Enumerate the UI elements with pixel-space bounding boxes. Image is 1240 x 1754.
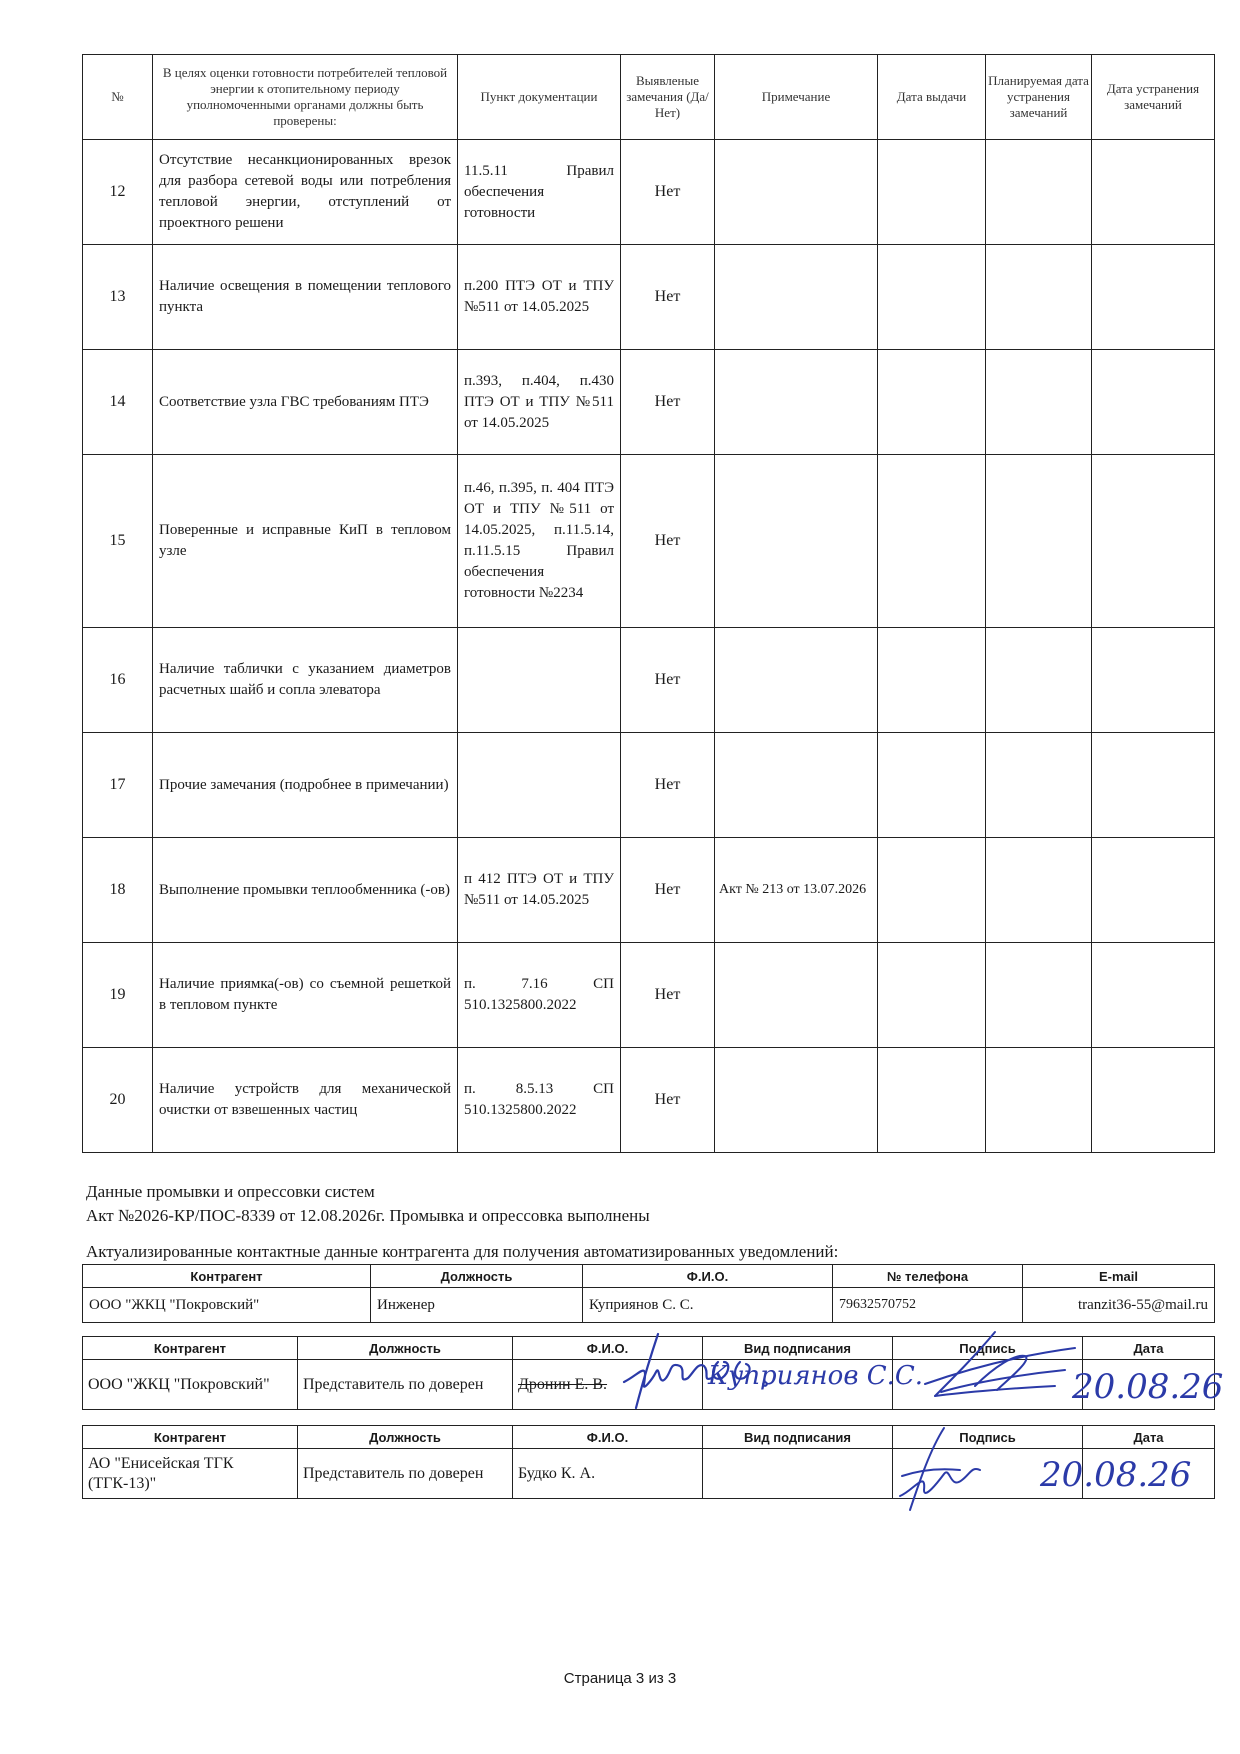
row-planned-date bbox=[986, 628, 1092, 733]
row-fixed-date bbox=[1092, 838, 1215, 943]
table-row bbox=[83, 245, 1215, 350]
header-counterparty: Контрагент bbox=[83, 1426, 298, 1449]
row-doc-item: п.46, п.395, п. 404 ПТЭ ОТ и ТПУ №511 от 14.05.2025, п.11.5.14, п.11.5.15 Правил обеспечения готовности №2234 bbox=[458, 455, 621, 628]
signature-header-row bbox=[83, 1426, 1215, 1449]
row-found: Нет bbox=[621, 245, 715, 350]
row-number: 13 bbox=[83, 245, 153, 350]
row-fixed-date bbox=[1092, 733, 1215, 838]
table-row bbox=[83, 350, 1215, 455]
signature-table-1 bbox=[82, 1336, 1215, 1410]
header-counterparty: Контрагент bbox=[83, 1265, 371, 1288]
row-doc-item: п.393, п.404, п.430 ПТЭ ОТ и ТПУ №511 от 14.05.2025 bbox=[458, 350, 621, 455]
flush-data-title: Данные промывки и опрессовки систем bbox=[86, 1182, 375, 1201]
row-fixed-date bbox=[1092, 455, 1215, 628]
signer-sign-type bbox=[703, 1449, 893, 1499]
row-doc-item bbox=[458, 628, 621, 733]
header-date: Дата bbox=[1083, 1426, 1215, 1449]
row-note bbox=[715, 140, 878, 245]
row-planned-date bbox=[986, 245, 1092, 350]
row-description: Поверенные и исправные КиП в тепловом узле bbox=[153, 455, 458, 628]
row-issue-date bbox=[878, 455, 986, 628]
header-email: E-mail bbox=[1023, 1265, 1215, 1288]
flush-act-text: Акт №2026-КР/ПОС-8339 от 12.08.2026г. Промывка и опрессовка выполнены bbox=[86, 1206, 650, 1225]
row-planned-date bbox=[986, 1048, 1092, 1153]
row-number: 20 bbox=[83, 1048, 153, 1153]
row-note: Акт № 213 от 13.07.2026 bbox=[715, 838, 878, 943]
row-found: Нет bbox=[621, 1048, 715, 1153]
row-fixed-date bbox=[1092, 1048, 1215, 1153]
page-number: Страница 3 из 3 bbox=[563, 1670, 677, 1687]
header-date: Дата bbox=[1083, 1337, 1215, 1360]
row-doc-item: 11.5.11 Правил обеспечения готовности bbox=[458, 140, 621, 245]
row-doc-item: п.200 ПТЭ ОТ и ТПУ №511 от 14.05.2025 bbox=[458, 245, 621, 350]
contacts-table bbox=[82, 1264, 1215, 1323]
table-row bbox=[83, 140, 1215, 245]
table-row bbox=[83, 1048, 1215, 1153]
signer-date bbox=[1083, 1360, 1215, 1410]
row-note bbox=[715, 1048, 878, 1153]
row-description: Наличие приямка(-ов) со съемной решеткой в тепловом пункте bbox=[153, 943, 458, 1048]
header-position: Должность bbox=[298, 1337, 513, 1360]
row-issue-date bbox=[878, 140, 986, 245]
row-issue-date bbox=[878, 628, 986, 733]
row-issue-date bbox=[878, 733, 986, 838]
handwritten-date-2-text: 20.08.26 bbox=[1040, 1455, 1192, 1495]
header-num: № bbox=[83, 55, 153, 140]
row-planned-date bbox=[986, 943, 1092, 1048]
row-found: Нет bbox=[621, 350, 715, 455]
row-issue-date bbox=[878, 838, 986, 943]
signature-table-2 bbox=[82, 1425, 1215, 1499]
row-description: Наличие устройств для механической очистки от взвешенных частиц bbox=[153, 1048, 458, 1153]
signer-name bbox=[513, 1360, 703, 1410]
row-doc-item bbox=[458, 733, 621, 838]
header-note: Примечание bbox=[715, 55, 878, 140]
row-fixed-date bbox=[1092, 140, 1215, 245]
signature-row bbox=[83, 1449, 1215, 1499]
row-doc-item: п. 8.5.13 СП 510.1325800.2022 bbox=[458, 1048, 621, 1153]
row-planned-date bbox=[986, 733, 1092, 838]
contact-email: tranzit36-55@mail.ru bbox=[1023, 1288, 1215, 1323]
row-description: Соответствие узла ГВС требованиям ПТЭ bbox=[153, 350, 458, 455]
contact-position: Инженер bbox=[371, 1288, 583, 1323]
row-note bbox=[715, 455, 878, 628]
contact-name: Куприянов С. С. bbox=[583, 1288, 833, 1323]
row-planned-date bbox=[986, 455, 1092, 628]
header-sign-type: Вид подписания bbox=[703, 1337, 893, 1360]
header-fixed-date: Дата устранения замечаний bbox=[1092, 55, 1215, 140]
row-number: 19 bbox=[83, 943, 153, 1048]
signer-signature bbox=[893, 1449, 1083, 1499]
header-issue-date: Дата выдачи bbox=[878, 55, 986, 140]
header-full-name: Ф.И.О. bbox=[583, 1265, 833, 1288]
row-fixed-date bbox=[1092, 628, 1215, 733]
row-issue-date bbox=[878, 943, 986, 1048]
row-note bbox=[715, 245, 878, 350]
row-note bbox=[715, 628, 878, 733]
header-planned-date: Планируемая дата устранения замечаний bbox=[986, 55, 1092, 140]
row-planned-date bbox=[986, 838, 1092, 943]
header-found-issues: Выявленые замечания (Да/Нет) bbox=[621, 55, 715, 140]
signer-position: Представитель по доверен bbox=[298, 1360, 513, 1410]
row-number: 18 bbox=[83, 838, 153, 943]
row-description: Наличие таблички с указанием диаметров расчетных шайб и сопла элеватора bbox=[153, 628, 458, 733]
header-full-name: Ф.И.О. bbox=[513, 1426, 703, 1449]
table-row bbox=[83, 628, 1215, 733]
handwritten-date-1-text: 20.08.26 bbox=[1072, 1367, 1224, 1407]
header-sign-type: Вид подписания bbox=[703, 1426, 893, 1449]
header-counterparty: Контрагент bbox=[83, 1337, 298, 1360]
signer-org: АО "Енисейская ТГК (ТГК-13)" bbox=[83, 1449, 298, 1499]
signer-date bbox=[1083, 1449, 1215, 1499]
row-number: 12 bbox=[83, 140, 153, 245]
row-planned-date bbox=[986, 140, 1092, 245]
header-signature: Подпись bbox=[893, 1426, 1083, 1449]
header-full-name: Ф.И.О. bbox=[513, 1337, 703, 1360]
contact-phone: 79632570752 bbox=[833, 1288, 1023, 1323]
row-note bbox=[715, 733, 878, 838]
row-found: Нет bbox=[621, 140, 715, 245]
signer-position: Представитель по доверен bbox=[298, 1449, 513, 1499]
table-row bbox=[83, 838, 1215, 943]
signer-org: ООО "ЖКЦ "Покровский" bbox=[83, 1360, 298, 1410]
inspection-table bbox=[82, 54, 1215, 1153]
handwritten-name-text: Куприянов С.С. bbox=[708, 1361, 924, 1391]
header-doc-item: Пункт документации bbox=[458, 55, 621, 140]
row-found: Нет bbox=[621, 733, 715, 838]
row-description: Выполнение промывки теплообменника (-ов) bbox=[153, 838, 458, 943]
row-number: 15 bbox=[83, 455, 153, 628]
table-row bbox=[83, 455, 1215, 628]
row-issue-date bbox=[878, 245, 986, 350]
row-number: 16 bbox=[83, 628, 153, 733]
header-position: Должность bbox=[371, 1265, 583, 1288]
row-doc-item: п. 7.16 СП 510.1325800.2022 bbox=[458, 943, 621, 1048]
signer-sign-type bbox=[703, 1360, 893, 1410]
contacts-row bbox=[83, 1288, 1215, 1323]
row-planned-date bbox=[986, 350, 1092, 455]
row-found: Нет bbox=[621, 455, 715, 628]
header-position: Должность bbox=[298, 1426, 513, 1449]
contacts-title: Актуализированные контактные данные контрагента для получения автоматизированных уведомлений: bbox=[86, 1242, 839, 1261]
header-signature: Подпись bbox=[893, 1337, 1083, 1360]
table-row bbox=[83, 733, 1215, 838]
row-found: Нет bbox=[621, 628, 715, 733]
row-note bbox=[715, 350, 878, 455]
contacts-header-row bbox=[83, 1265, 1215, 1288]
row-found: Нет bbox=[621, 838, 715, 943]
signature-header-row bbox=[83, 1337, 1215, 1360]
contact-org: ООО "ЖКЦ "Покровский" bbox=[83, 1288, 371, 1323]
table-row bbox=[83, 943, 1215, 1048]
row-description: Наличие освещения в помещении теплового пункта bbox=[153, 245, 458, 350]
row-issue-date bbox=[878, 350, 986, 455]
row-doc-item: п 412 ПТЭ ОТ и ТПУ №511 от 14.05.2025 bbox=[458, 838, 621, 943]
row-description: Отсутствие несанкционированных врезок для разбора сетевой воды или потребления тепловой энергии, отступлений от проектного решени bbox=[153, 140, 458, 245]
table-header-row bbox=[83, 55, 1215, 140]
row-fixed-date bbox=[1092, 245, 1215, 350]
row-description: Прочие замечания (подробнее в примечании) bbox=[153, 733, 458, 838]
signer-name: Будко К. А. bbox=[513, 1449, 703, 1499]
row-fixed-date bbox=[1092, 943, 1215, 1048]
row-found: Нет bbox=[621, 943, 715, 1048]
row-number: 17 bbox=[83, 733, 153, 838]
signature-row bbox=[83, 1360, 1215, 1410]
row-fixed-date bbox=[1092, 350, 1215, 455]
header-description: В целях оценки готовности потребителей тепловой энергии к отопительному периоду уполномоченными органами должны быть проверены: bbox=[153, 55, 458, 140]
row-note bbox=[715, 943, 878, 1048]
signer-signature bbox=[893, 1360, 1083, 1410]
row-issue-date bbox=[878, 1048, 986, 1153]
signer-name-struck: Дронин Е. В. bbox=[518, 1375, 608, 1393]
row-number: 14 bbox=[83, 350, 153, 455]
header-phone: № телефона bbox=[833, 1265, 1023, 1288]
